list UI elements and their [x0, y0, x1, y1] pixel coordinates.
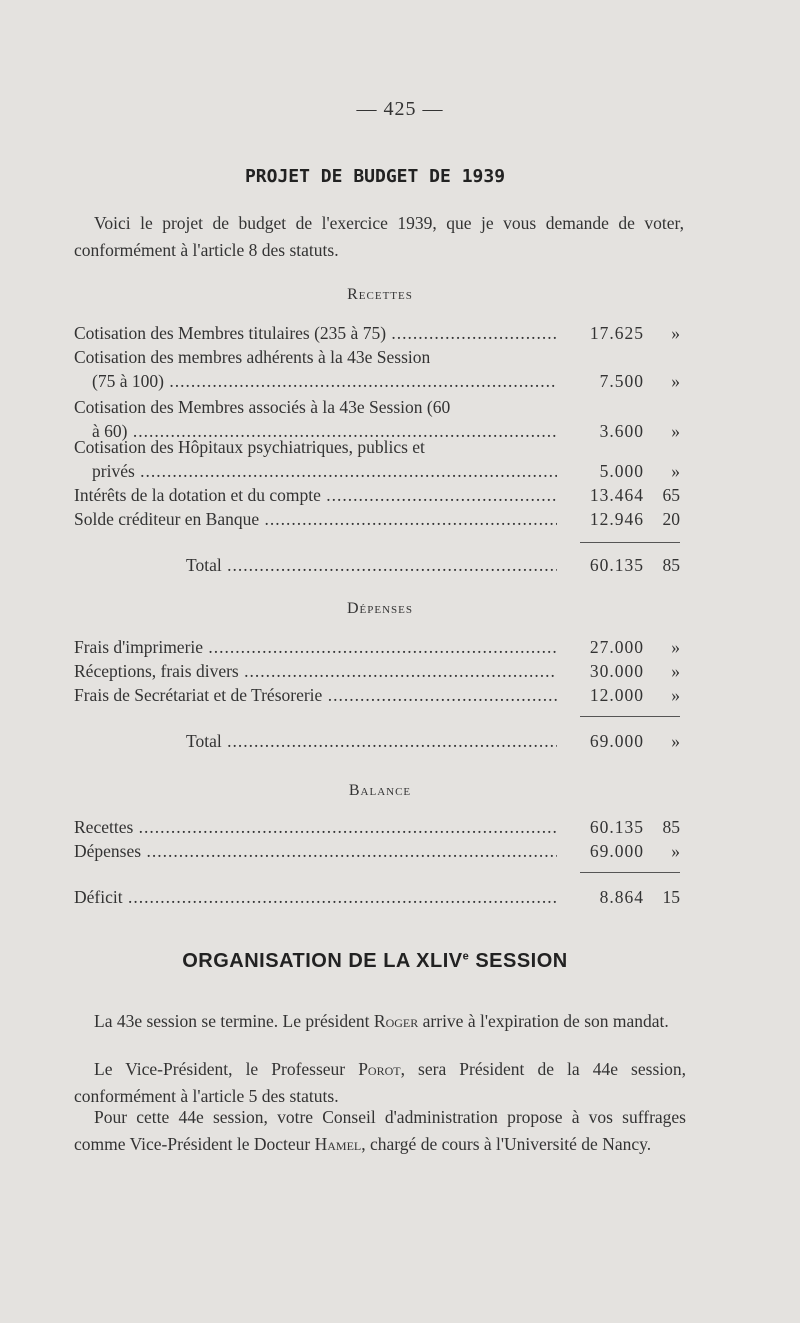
- paragraph: La 43e session se termine. Le président Roger arrive à l'expiration de son mandat.: [94, 1011, 669, 1031]
- row-label: Dépenses .....: [74, 838, 557, 864]
- recettes-row-line2: [74, 458, 684, 484]
- row-label: Solde créditeur en Banque .....: [74, 506, 557, 532]
- row-label: Recettes .....: [74, 814, 557, 840]
- row-amount: 12.946: [589, 509, 644, 529]
- row-label: (75 à 100) .....: [92, 368, 557, 394]
- deficit-cents: 15: [662, 887, 680, 907]
- row-amount: 3.600: [599, 421, 644, 441]
- page-number: — 425 —: [356, 98, 444, 120]
- row-amount: 27.000: [589, 637, 644, 657]
- row-amount: 30.000: [589, 661, 644, 681]
- person-name: Hamel: [314, 1134, 362, 1154]
- total-cents: »: [671, 731, 680, 751]
- row-label: Cotisation des membres adhérents à la 43e Session: [74, 347, 431, 367]
- person-name: Roger: [373, 1011, 419, 1031]
- row-label: Frais de Secrétariat et de Trésorerie .....: [74, 682, 557, 708]
- row-cents: »: [671, 685, 680, 705]
- row-label: Frais d'imprimerie .....: [74, 634, 557, 660]
- deficit-amount: 8.864: [599, 887, 644, 907]
- recettes-row-line1: [74, 434, 684, 460]
- row-label: Intérêts de la dotation et du compte .....: [74, 482, 557, 508]
- total-rule: [580, 542, 680, 543]
- total-rule: [580, 716, 680, 717]
- row-label: privés .....: [92, 458, 557, 484]
- row-amount: 69.000: [589, 841, 644, 861]
- depenses-row: [74, 634, 684, 660]
- recettes-row: [74, 482, 684, 508]
- recettes-heading: Recettes: [347, 286, 413, 303]
- deficit-row: [74, 884, 684, 910]
- row-label: Cotisation des Hôpitaux psychiatriques, publics et: [74, 437, 425, 457]
- row-cents: »: [671, 661, 680, 681]
- balance-row: [74, 814, 684, 840]
- row-label: Réceptions, frais divers .....: [74, 658, 557, 684]
- row-cents: »: [671, 371, 680, 391]
- depenses-heading: Dépenses: [346, 600, 413, 617]
- row-cents: »: [671, 637, 680, 657]
- row-cents: »: [671, 323, 680, 343]
- recettes-row: [74, 506, 684, 532]
- balance-heading: Balance: [348, 782, 412, 799]
- row-amount: 60.135: [589, 817, 644, 837]
- row-cents: 20: [662, 509, 680, 529]
- recettes-row-line1: [74, 344, 684, 370]
- total-cents: 85: [662, 555, 680, 575]
- row-label: à 60) .....: [92, 418, 557, 444]
- section-heading: ORGANISATION DE LA XLIVe SESSION: [182, 950, 568, 972]
- total-amount: 60.135: [589, 555, 644, 575]
- row-cents: »: [671, 421, 680, 441]
- intro-paragraph: Voici le projet de budget de l'exercice 1939, que je vous demande de voter, conformément à l'article 8 des statuts.: [74, 213, 684, 260]
- paragraph: Le Vice-Président, le Professeur Porot, sera Président de la 44e session, conformément à l'article 5 des statuts.: [74, 1059, 686, 1106]
- row-cents: »: [671, 461, 680, 481]
- paragraph: Pour cette 44e session, votre Conseil d'administration propose à vos suffrages comme Vice-Président le Docteur Hamel, chargé de cours à l'Université de Nancy.: [74, 1107, 686, 1154]
- row-amount: 13.464: [589, 485, 644, 505]
- page-title: PROJET DE BUDGET DE 1939: [244, 166, 506, 187]
- depenses-total-row: [74, 728, 684, 754]
- row-cents: »: [671, 841, 680, 861]
- balance-row: [74, 838, 684, 864]
- row-amount: 12.000: [589, 685, 644, 705]
- row-cents: 85: [662, 817, 680, 837]
- row-amount: 7.500: [599, 371, 644, 391]
- total-label: Total .....: [186, 728, 557, 754]
- recettes-row: [74, 320, 684, 346]
- recettes-row-line2: [74, 368, 684, 394]
- row-label: Cotisation des Membres associés à la 43e Session (60: [74, 397, 451, 417]
- row-cents: 65: [662, 485, 680, 505]
- row-amount: 17.625: [589, 323, 644, 343]
- depenses-row: [74, 658, 684, 684]
- total-amount: 69.000: [589, 731, 644, 751]
- recettes-row-line1: [74, 394, 684, 420]
- total-rule: [580, 872, 680, 873]
- depenses-row: [74, 682, 684, 708]
- person-name: Porot: [358, 1059, 401, 1079]
- row-amount: 5.000: [599, 461, 644, 481]
- row-label: Cotisation des Membres titulaires (235 à 75) .....: [74, 320, 557, 346]
- deficit-label: Déficit .....: [74, 884, 557, 910]
- total-label: Total .....: [186, 552, 557, 578]
- recettes-total-row: [74, 552, 684, 578]
